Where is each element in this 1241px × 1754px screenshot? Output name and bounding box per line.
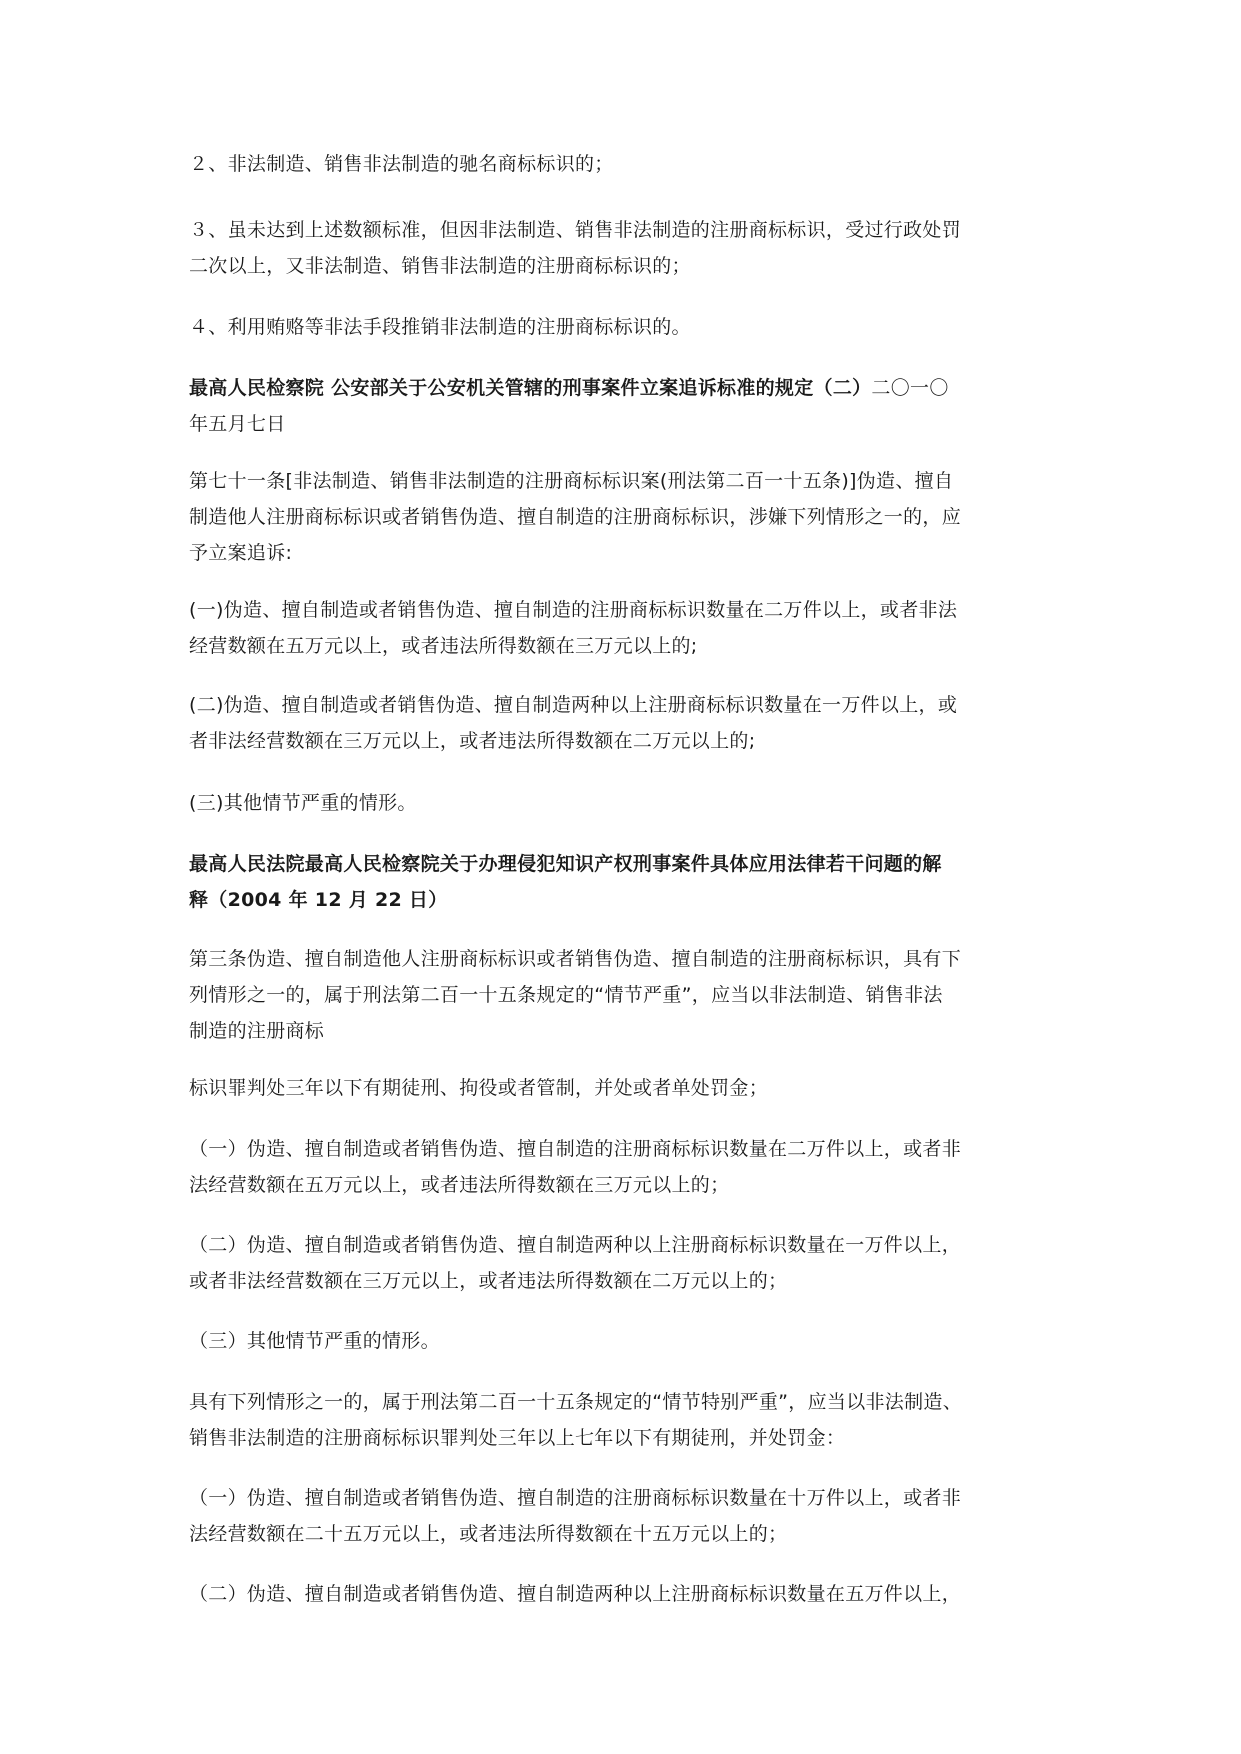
serious-item-1-paragraph: （一）伪造、擅自制造或者销售伪造、擅自制造的注册商标标识数量在二万件以上，或者非 法经营数额在五万元以上，或者违法所得数额在三万元以上的； [189,1138,962,1196]
especially-serious-item-2-paragraph: （二）伪造、擅自制造或者销售伪造、擅自制造两种以上注册商标标识数量在五万件以上， [189,1583,962,1605]
item-2-paragraph: (二)伪造、擅自制造或者销售伪造、擅自制造两种以上注册商标标识数量在一万件以上，或 者非法经营数额在三万元以上，或者违法所得数额在二万元以上的; [189,694,958,752]
especially-serious-paragraph: 具有下列情形之一的，属于刑法第二百一十五条规定的“情节特别严重”，应当以非法制造、 销售非法制造的注册商标标识罪判处三年以上七年以下有期徒刑，并处罚金： [189,1391,962,1449]
article-71-paragraph: 第七十一条[非法制造、销售非法制造的注册商标标识案(刑法第二百一十五条)]伪造、擅自 制造他人注册商标标识或者销售伪造、擅自制造的注册商标标识，涉嫌下列情形之一的，应 予立案追诉: [189,470,962,564]
supreme-court-interpretation-heading: 最高人民法院最高人民检察院关于办理侵犯知识产权刑事案件具体应用法律若干问题的解 释（2004 年 12 月 22 日） [189,853,942,911]
especially-serious-item-1-paragraph: （一）伪造、擅自制造或者销售伪造、擅自制造的注册商标标识数量在十万件以上，或者非 法经营数额在二十五万元以上，或者违法所得数额在十五万元以上的； [189,1487,962,1545]
clause-4-paragraph: ４、利用贿赂等非法手段推销非法制造的注册商标标识的。 [189,316,691,338]
item-3-paragraph: (三)其他情节严重的情形。 [189,792,417,814]
serious-item-2-paragraph: （二）伪造、擅自制造或者销售伪造、擅自制造两种以上注册商标标识数量在一万件以上， 或者非法经营数额在三万元以上，或者违法所得数额在二万元以上的； [189,1234,962,1292]
clause-2-paragraph: ２、非法制造、销售非法制造的驰名商标标识的； [189,153,614,175]
clause-3-paragraph: ３、虽未达到上述数额标准，但因非法制造、销售非法制造的注册商标标识，受过行政处罚 二次以上，又非法制造、销售非法制造的注册商标标识的； [189,219,962,277]
article-3-continuation-paragraph: 标识罪判处三年以下有期徒刑、拘役或者管制，并处或者单处罚金； [189,1077,769,1099]
procuratorate-regulation-heading: 最高人民检察院 公安部关于公安机关管辖的刑事案件立案追诉标准的规定（二）二〇一〇 年五月七日 [189,377,949,435]
item-1-paragraph: (一)伪造、擅自制造或者销售伪造、擅自制造的注册商标标识数量在二万件以上，或者非法 经营数额在五万元以上，或者违法所得数额在三万元以上的; [189,599,958,657]
serious-item-3-paragraph: （三）其他情节严重的情形。 [189,1330,440,1352]
article-3-paragraph: 第三条伪造、擅自制造他人注册商标标识或者销售伪造、擅自制造的注册商标标识，具有下 列情形之一的，属于刑法第二百一十五条规定的“情节严重”，应当以非法制造、销售非法 制造的注册商标 [189,948,962,1042]
